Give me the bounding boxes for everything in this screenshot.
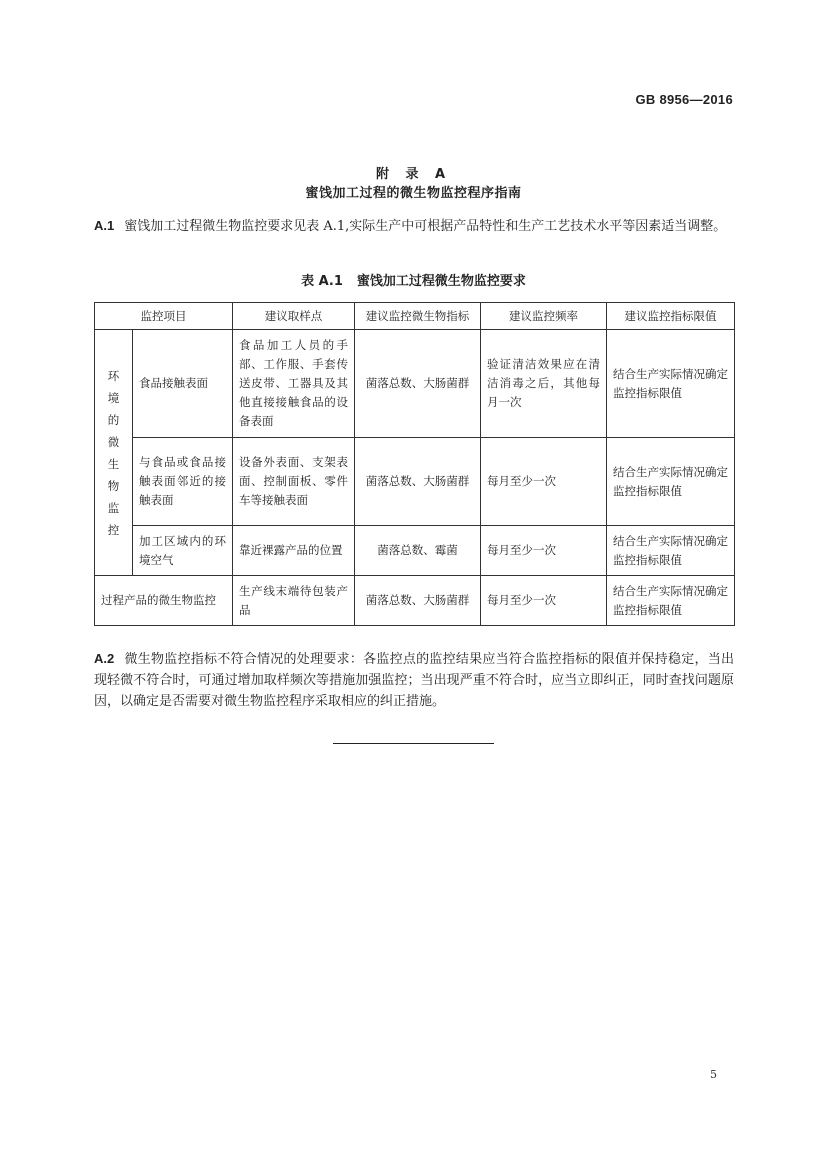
group-char: 微 xyxy=(107,434,120,449)
item-cell: 加工区域内的环境空气 xyxy=(133,526,233,576)
sampling-cell: 食品加工人员的手部、工作服、手套传送皮带、工器具及其他直接接触食品的设备表面 xyxy=(233,330,355,438)
indicators-cell: 菌落总数、大肠菌群 xyxy=(355,576,481,626)
header-cell-sampling: 建议取样点 xyxy=(233,303,355,330)
limit-cell: 结合生产实际情况确定监控指标限值 xyxy=(607,438,735,526)
table-row xyxy=(95,576,735,626)
process-item-cell: 过程产品的微生物监控 xyxy=(95,576,233,626)
frequency-cell: 每月至少一次 xyxy=(481,438,607,526)
table-header-row xyxy=(95,303,735,330)
header-cell-item: 监控项目 xyxy=(95,303,233,330)
table-row xyxy=(95,438,735,526)
clause-text: 蜜饯加工过程微生物监控要求见表 A.1,实际生产中可根据产品特性和生产工艺技术水平等因素适当调整。 xyxy=(124,219,727,234)
paragraph-a2 xyxy=(94,648,734,712)
group-char: 生 xyxy=(107,456,120,471)
group-char: 监 xyxy=(107,500,120,515)
group-char: 环 xyxy=(107,368,120,383)
end-rule xyxy=(333,743,494,744)
limit-cell: 结合生产实际情况确定监控指标限值 xyxy=(607,330,735,438)
page-number: 5 xyxy=(710,1068,717,1081)
table-row xyxy=(95,330,735,438)
clause-number: A.1 xyxy=(94,218,115,233)
group-char: 境 xyxy=(107,390,120,405)
limit-cell: 结合生产实际情况确定监控指标限值 xyxy=(607,576,735,626)
table-number: 表 A.1 xyxy=(301,274,343,289)
paragraph-a1 xyxy=(94,215,734,237)
sampling-cell: 生产线末端待包装产品 xyxy=(233,576,355,626)
frequency-cell: 验证清洁效果应在清洁消毒之后，其他每月一次 xyxy=(481,330,607,438)
limit-cell: 结合生产实际情况确定监控指标限值 xyxy=(607,526,735,576)
sampling-cell: 设备外表面、支架表面、控制面板、零件车等接触表面 xyxy=(233,438,355,526)
item-cell: 食品接触表面 xyxy=(133,330,233,438)
frequency-cell: 每月至少一次 xyxy=(481,526,607,576)
indicators-cell: 菌落总数、大肠菌群 xyxy=(355,330,481,438)
table-row xyxy=(95,526,735,576)
group-char: 的 xyxy=(107,412,120,427)
clause-number: A.2 xyxy=(94,651,115,666)
monitoring-requirements-table xyxy=(94,302,735,626)
clause-text: 微生物监控指标不符合情况的处理要求：各监控点的监控结果应当符合监控指标的限值并保持稳定，当出现轻微不符合时，可通过增加取样频次等措施加强监控；当出现严重不符合时，应当立即纠正，同时查找问题原因，以确定是否需要对微生物监控程序采取相应的纠正措施。 xyxy=(94,652,734,709)
header-cell-limit: 建议监控指标限值 xyxy=(607,303,735,330)
group-char: 控 xyxy=(107,522,120,537)
table-caption xyxy=(0,270,827,289)
annex-title: 蜜饯加工过程的微生物监控程序指南 xyxy=(305,186,522,201)
sampling-cell: 靠近裸露产品的位置 xyxy=(233,526,355,576)
item-cell: 与食品或食品接触表面邻近的接触表面 xyxy=(133,438,233,526)
frequency-cell: 每月至少一次 xyxy=(481,576,607,626)
indicators-cell: 菌落总数、大肠菌群 xyxy=(355,438,481,526)
indicators-cell: 菌落总数、霉菌 xyxy=(355,526,481,576)
table-title: 蜜饯加工过程微生物监控要求 xyxy=(356,274,526,289)
header-cell-indicators: 建议监控微生物指标 xyxy=(355,303,481,330)
env-monitoring-group-cell xyxy=(95,330,133,576)
group-char: 物 xyxy=(107,478,120,493)
header-cell-frequency: 建议监控频率 xyxy=(481,303,607,330)
annex-label: 附 录 A xyxy=(375,167,452,182)
standard-code: GB 8956—2016 xyxy=(635,92,733,107)
